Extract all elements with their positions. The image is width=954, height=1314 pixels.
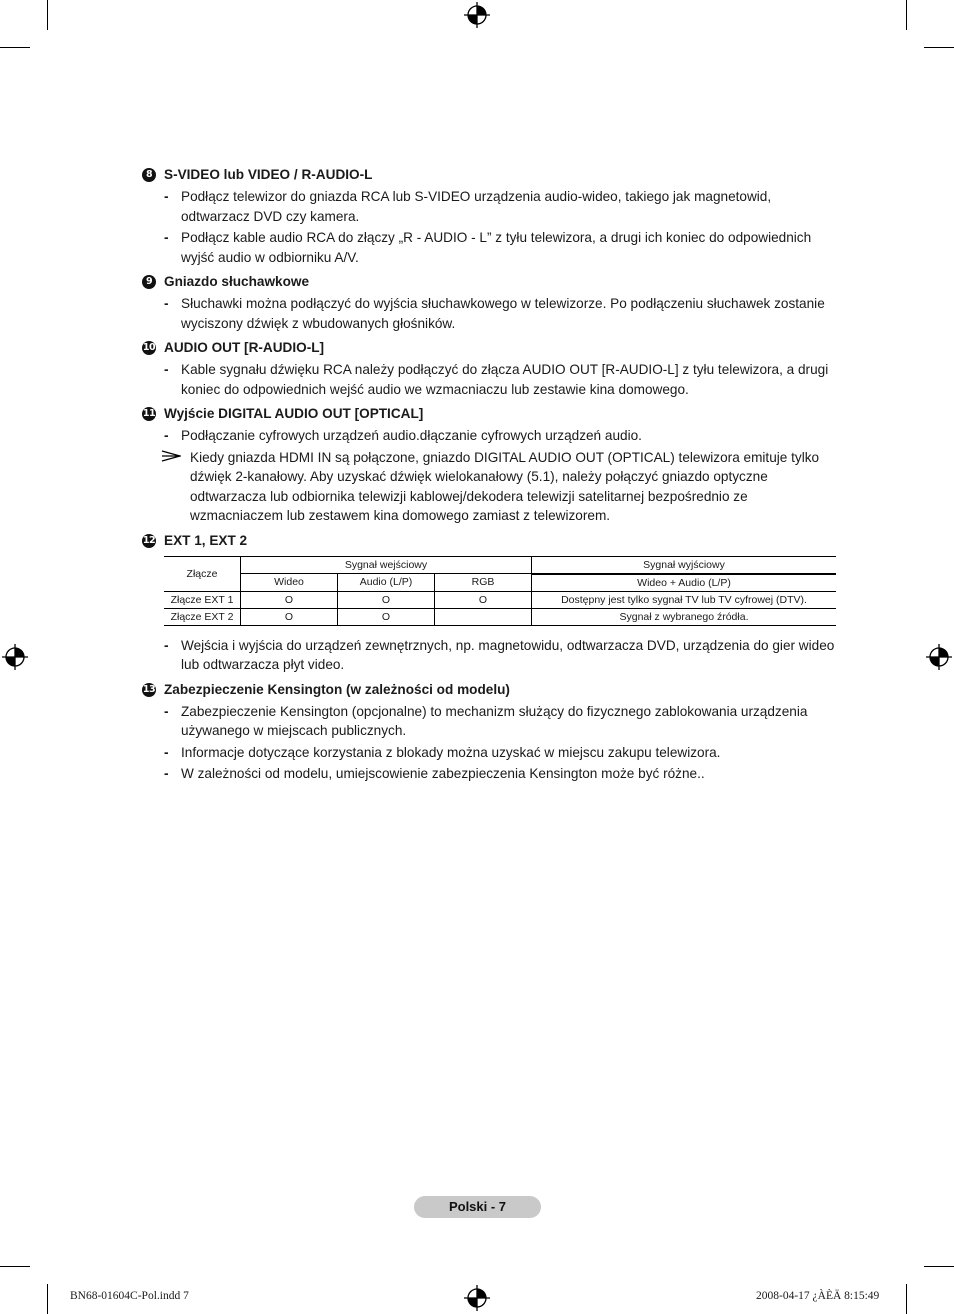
bullet-dash: - xyxy=(164,637,169,653)
table-cell: O xyxy=(338,591,435,608)
crop-mark xyxy=(906,0,907,30)
bullet-item xyxy=(142,360,838,399)
bullet-text: Wejścia i wyjścia do urządzeń zewnętrznych, np. magnetowidu, odtwarzacza DVD, urządzenia do gier wideo lub odtwarzacza płyt video. xyxy=(181,637,835,672)
table-cell: O xyxy=(241,591,338,608)
bullet-text: W zależności od modelu, umiejscowienie zabezpieczenia Kensington może być różne.. xyxy=(181,766,705,781)
bullet-item xyxy=(142,426,838,446)
section-audio-out xyxy=(142,337,838,399)
bullet-dash: - xyxy=(164,362,169,377)
bullet-dash: - xyxy=(164,189,169,204)
table-subheader: RGB xyxy=(435,574,532,592)
section-heading xyxy=(142,271,838,293)
table-cell: Złącze EXT 2 xyxy=(164,608,241,625)
table-header-input: Sygnał wejściowy xyxy=(241,556,532,574)
ext-signal-table xyxy=(164,556,836,626)
section-title: Gniazdo słuchawkowe xyxy=(164,274,310,290)
section-title: Wyjście DIGITAL AUDIO OUT [OPTICAL] xyxy=(164,406,424,422)
section-number-badge: 9 xyxy=(142,275,156,289)
section-number-badge: 10 xyxy=(142,342,156,354)
section-s-video xyxy=(142,164,838,267)
table-cell: O xyxy=(435,591,532,608)
crop-mark xyxy=(47,1284,48,1314)
crop-mark xyxy=(47,0,48,30)
print-file-info: BN68-01604C-Pol.indd 7 xyxy=(70,1290,189,1302)
table-row xyxy=(164,591,836,608)
section-title: Zabezpieczenie Kensington (w zależności od modelu) xyxy=(164,681,510,697)
bullet-text: Podłącz kable audio RCA do złączy „R - AUDIO - L” z tyłu telewizora, a drugi ich koniec do odpowiednich wyjść audio w odbiorniku A/V. xyxy=(181,230,812,265)
section-number-badge: 13 xyxy=(142,683,156,695)
table-cell: Dostępny jest tylko sygnał TV lub TV cyfrowej (DTV). xyxy=(532,591,837,608)
page-content xyxy=(142,164,838,788)
bullet-item xyxy=(142,228,838,267)
bullet-item xyxy=(142,636,838,675)
bullet-text: Słuchawki można podłączyć do wyjścia słuchawkowego w telewizorze. Po podłączeniu słuchawek zostanie wyciszony dźwięk z wbudowanych głośników. xyxy=(181,296,825,331)
bullet-text: Podłącz telewizor do gniazda RCA lub S-VIDEO urządzenia audio-wideo, takiego jak magnetowid, odtwarzacz DVD czy kamera. xyxy=(181,189,772,224)
crop-mark xyxy=(924,47,954,48)
page-number-badge: Polski - 7 xyxy=(414,1196,541,1218)
note-item xyxy=(142,448,838,526)
section-title: S-VIDEO lub VIDEO / R-AUDIO-L xyxy=(164,167,373,183)
table-cell: Złącze EXT 1 xyxy=(164,591,241,608)
table-row xyxy=(164,608,836,625)
section-title: AUDIO OUT [R-AUDIO-L] xyxy=(164,340,325,356)
section-ext xyxy=(142,530,838,675)
section-headphones xyxy=(142,271,838,333)
table-subheader: Wideo + Audio (L/P) xyxy=(532,574,837,592)
crosshair-registration-icon xyxy=(464,2,490,28)
section-number-badge: 11 xyxy=(142,408,156,420)
crop-mark xyxy=(0,1266,30,1267)
bullet-item xyxy=(142,187,838,226)
bullet-text: Zabezpieczenie Kensington (opcjonalne) to mechanizm służący do fizycznego zablokowania urządzenia używanego w miejscach publicznych. xyxy=(181,703,808,738)
table-cell: Sygnał z wybranego źródła. xyxy=(532,608,837,625)
crop-mark xyxy=(0,47,30,48)
table-cell: O xyxy=(338,608,435,625)
section-heading xyxy=(142,403,838,425)
table-cell xyxy=(435,608,532,625)
section-kensington xyxy=(142,679,838,784)
section-number-badge: 8 xyxy=(142,168,156,182)
crosshair-registration-icon xyxy=(2,644,28,670)
crop-mark xyxy=(906,1284,907,1314)
bullet-text: Kable sygnału dźwięku RCA należy podłączyć do złącza AUDIO OUT [R-AUDIO-L] z tyłu telewizora, a drugi koniec do odpowiednich wejść audio we wzmacniaczu lub zestawie kina domowego. xyxy=(181,362,829,397)
bullet-text: Podłączanie cyfrowych urządzeń audio.dłączanie cyfrowych urządzeń audio. xyxy=(181,428,642,443)
section-digital-audio-out xyxy=(142,403,838,526)
arrow-note-icon xyxy=(161,449,181,463)
section-heading xyxy=(142,679,838,701)
section-heading xyxy=(142,337,838,359)
table-header-connector: Złącze xyxy=(164,556,241,591)
section-heading xyxy=(142,164,838,186)
bullet-dash: - xyxy=(164,744,169,760)
crosshair-registration-icon xyxy=(926,644,952,670)
section-title: EXT 1, EXT 2 xyxy=(164,532,248,548)
bullet-item xyxy=(142,702,838,741)
bullet-text: Informacje dotyczące korzystania z blokady można uzyskać w miejscu zakupu telewizora. xyxy=(181,744,721,760)
bullet-item xyxy=(142,743,838,763)
bullet-item xyxy=(142,294,838,333)
print-timestamp: 2008-04-17 ¿ÀÈÄ 8:15:49 xyxy=(756,1290,880,1302)
table-subheader: Wideo xyxy=(241,574,338,592)
bullet-dash: - xyxy=(164,703,169,719)
bullet-dash: - xyxy=(164,230,169,245)
table-cell: O xyxy=(241,608,338,625)
section-heading xyxy=(142,530,838,552)
bullet-dash: - xyxy=(164,296,169,311)
bullet-dash: - xyxy=(164,766,169,781)
table-subheader: Audio (L/P) xyxy=(338,574,435,592)
bullet-dash: - xyxy=(164,428,169,443)
crop-mark xyxy=(924,1266,954,1267)
section-number-badge: 12 xyxy=(142,534,156,546)
crosshair-registration-icon xyxy=(464,1285,490,1311)
table-header-output: Sygnał wyjściowy xyxy=(532,556,837,574)
note-text: Kiedy gniazda HDMI IN są połączone, gniazdo DIGITAL AUDIO OUT (OPTICAL) telewizora emituje tylko dźwięk 2-kanałowy. Aby uzyskać dźwięk wielokanałowy (5.1), należy połączyć gniazdo optyczne odtwarzacza lub odbiornika telewizji kablowej/dekodera telewizji satelitarnej bezpośrednio ze wzmacniaczem lub zestawem kina domowego zamiast z telewizorem. xyxy=(190,449,820,523)
bullet-item xyxy=(142,764,838,784)
